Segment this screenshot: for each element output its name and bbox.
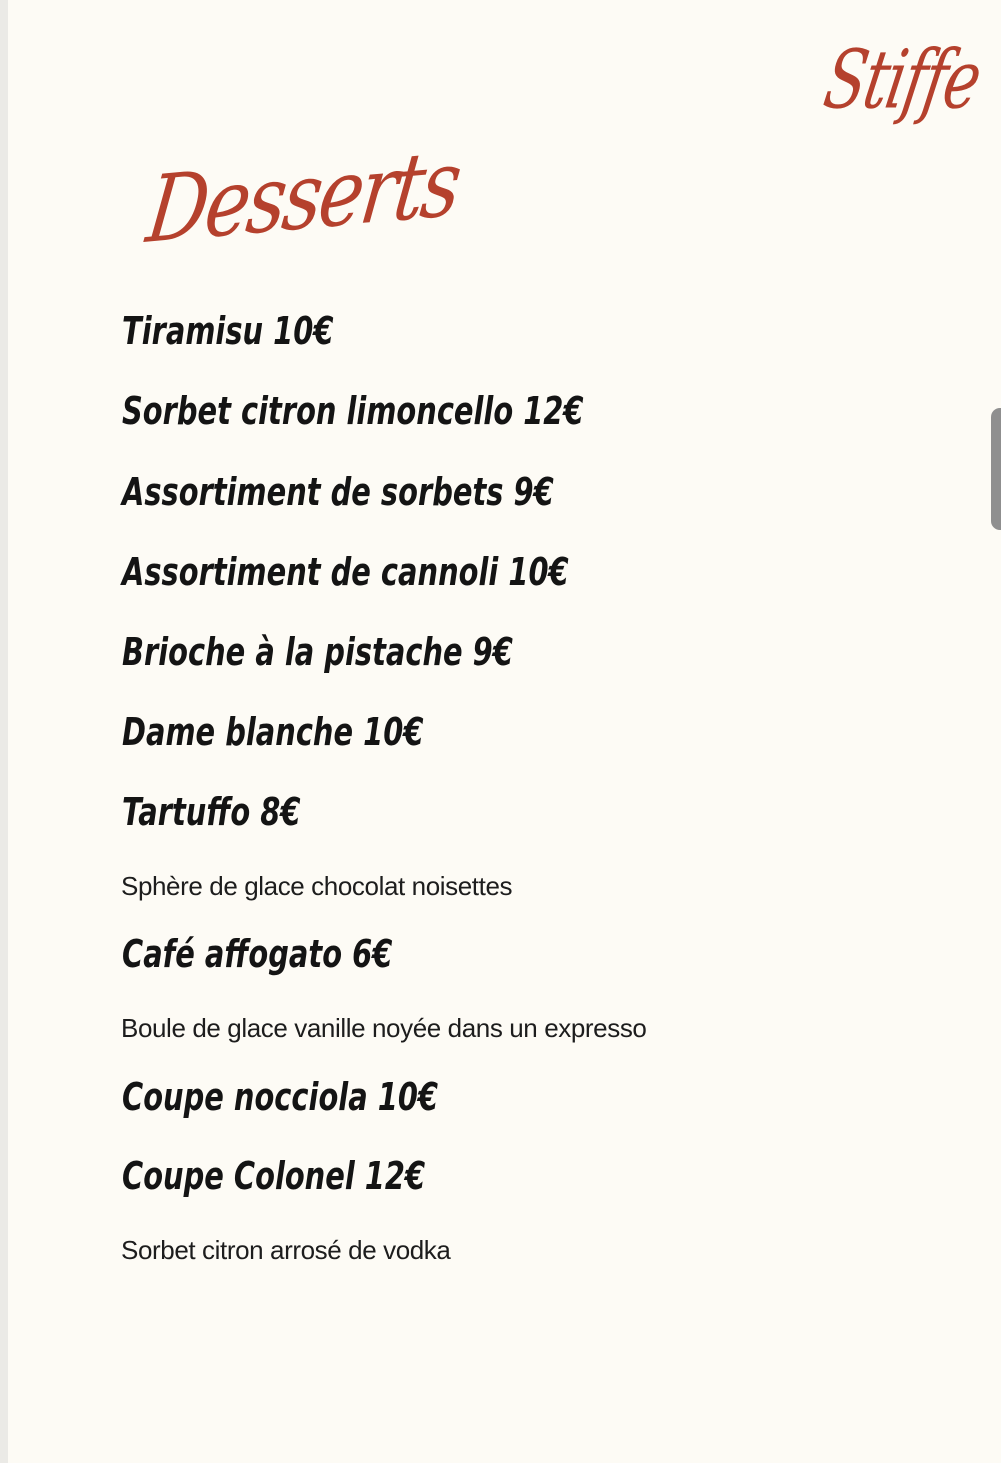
menu-item-description: Sphère de glace chocolat noisettes: [121, 871, 513, 901]
menu-item: Dame blanche 10€: [122, 710, 424, 754]
menu-item: Coupe Colonel 12€: [122, 1154, 426, 1198]
scroll-handle[interactable]: [991, 408, 1001, 530]
menu-item: Sorbet citron limoncello 12€: [122, 389, 584, 433]
menu-item-description: Sorbet citron arrosé de vodka: [121, 1235, 451, 1265]
menu-page[interactable]: [8, 0, 1001, 1463]
menu-item: Coupe nocciola 10€: [122, 1075, 439, 1119]
menu-item-description: Boule de glace vanille noyée dans un expresso: [121, 1013, 647, 1043]
menu-item: Brioche à la pistache 9€: [122, 630, 513, 674]
brand-logo: Stiffe: [817, 33, 987, 128]
menu-item: Assortiment de sorbets 9€: [122, 470, 554, 514]
menu-item: Assortiment de cannoli 10€: [122, 550, 569, 594]
menu-item: Tartuffo 8€: [122, 790, 301, 834]
menu-item: Tiramisu 10€: [122, 309, 334, 353]
left-page-edge: [0, 0, 8, 1463]
section-title: Desserts: [141, 128, 465, 264]
menu-item: Café affogato 6€: [122, 932, 393, 976]
